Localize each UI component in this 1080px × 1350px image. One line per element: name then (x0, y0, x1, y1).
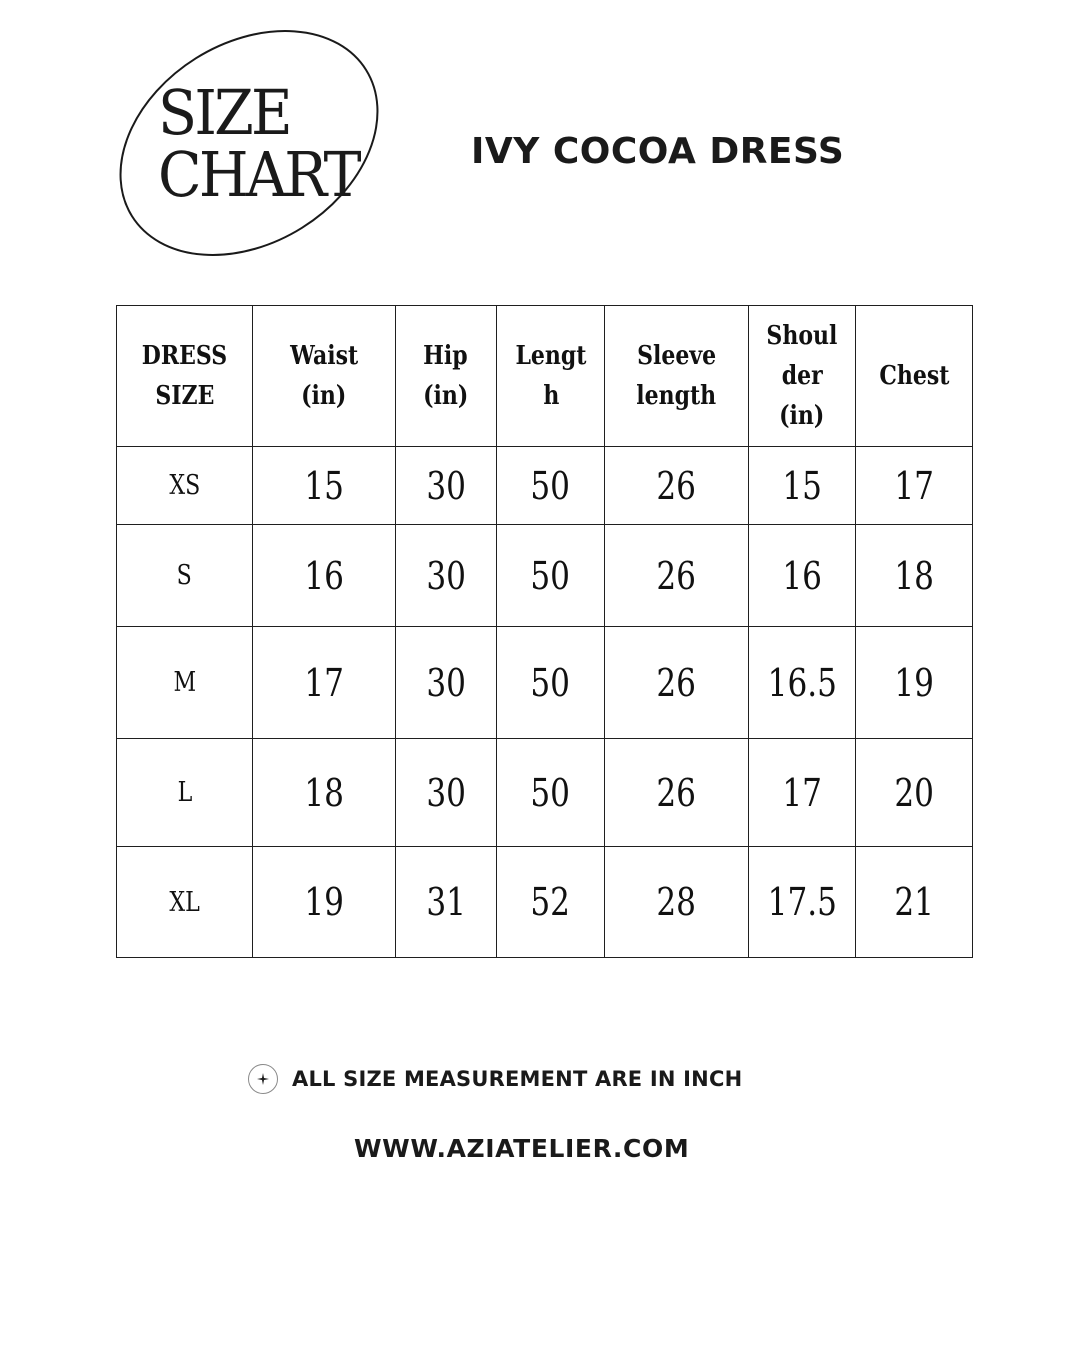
cell-length: 52 (497, 847, 605, 958)
cell-sleeve: 26 (605, 739, 749, 847)
table-row-xs (117, 447, 973, 525)
logo-text (158, 76, 376, 211)
product-title: IVY COCOA DRESS (471, 131, 845, 172)
cell-shoulder: 17.5 (749, 847, 856, 958)
cell-hip: 31 (396, 847, 497, 958)
cell-shoulder: 16.5 (749, 627, 856, 739)
cell-shoulder: 16 (749, 525, 856, 627)
measurement-note (248, 1064, 742, 1094)
cell-size: L (117, 739, 253, 847)
cell-chest: 20 (856, 739, 973, 847)
header-chest: Chest (856, 306, 973, 447)
cell-shoulder: 17 (749, 739, 856, 847)
cell-size: XS (117, 447, 253, 525)
sparkle-circle-icon (248, 1064, 278, 1094)
cell-hip: 30 (396, 525, 497, 627)
logo-line-2: CHART (158, 138, 359, 211)
header-sleeve-length: Sleeve length (605, 306, 749, 447)
cell-waist: 17 (253, 627, 396, 739)
cell-shoulder: 15 (749, 447, 856, 525)
cell-length: 50 (497, 447, 605, 525)
cell-hip: 30 (396, 447, 497, 525)
table-row-m (117, 627, 973, 739)
cell-waist: 19 (253, 847, 396, 958)
cell-length: 50 (497, 525, 605, 627)
cell-size: XL (117, 847, 253, 958)
header-dress-size: DRESS SIZE (117, 306, 253, 447)
cell-chest: 18 (856, 525, 973, 627)
cell-size: M (117, 627, 253, 739)
header-row (117, 306, 973, 447)
website-link[interactable]: WWW.AZIATELIER.COM (354, 1134, 690, 1163)
table-row-s (117, 525, 973, 627)
table-row-l (117, 739, 973, 847)
cell-length: 50 (497, 739, 605, 847)
cell-sleeve: 28 (605, 847, 749, 958)
cell-sleeve: 26 (605, 627, 749, 739)
header-length: Lengt h (497, 306, 605, 447)
cell-sleeve: 26 (605, 525, 749, 627)
table-row-xl (117, 847, 973, 958)
cell-hip: 30 (396, 739, 497, 847)
cell-waist: 16 (253, 525, 396, 627)
cell-chest: 17 (856, 447, 973, 525)
size-table (116, 305, 973, 958)
cell-length: 50 (497, 627, 605, 739)
size-chart-logo (112, 26, 388, 262)
cell-waist: 15 (253, 447, 396, 525)
measurement-note-text: ALL SIZE MEASUREMENT ARE IN INCH (292, 1067, 743, 1091)
cell-size: S (117, 525, 253, 627)
cell-hip: 30 (396, 627, 497, 739)
header-shoulder: Shoul der (in) (749, 306, 856, 447)
header-waist: Waist (in) (253, 306, 396, 447)
cell-waist: 18 (253, 739, 396, 847)
header-hip: Hip (in) (396, 306, 497, 447)
logo-line-1: SIZE (158, 76, 290, 149)
cell-chest: 21 (856, 847, 973, 958)
cell-chest: 19 (856, 627, 973, 739)
cell-sleeve: 26 (605, 447, 749, 525)
